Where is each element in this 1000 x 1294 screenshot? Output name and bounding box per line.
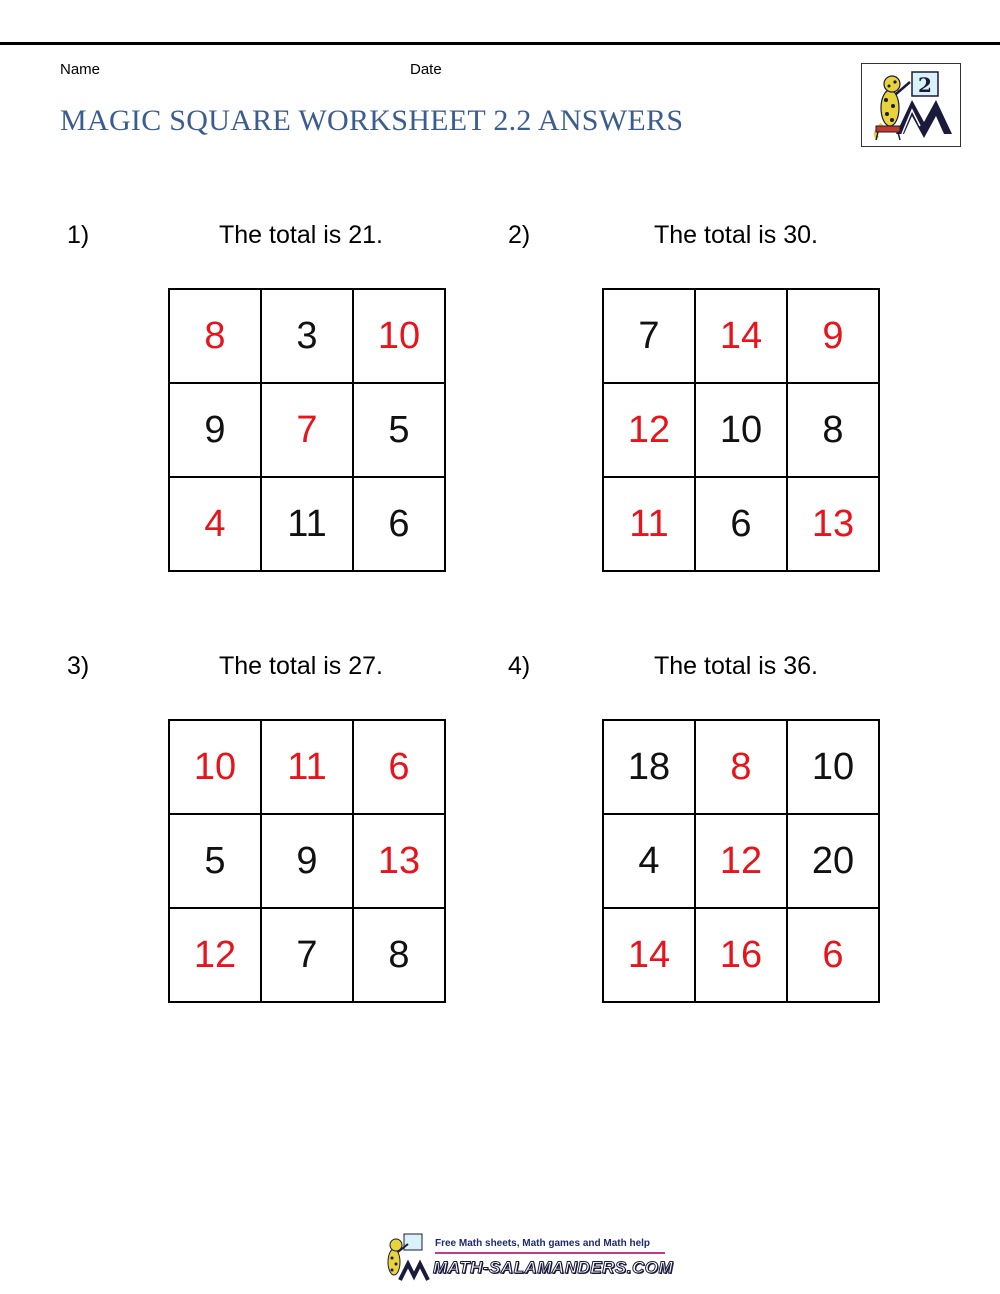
- problem-3-total: The total is 27.: [219, 652, 383, 680]
- salamander-logo-icon: [862, 64, 959, 145]
- answer-cell: 13: [353, 814, 445, 908]
- given-cell: 6: [353, 477, 445, 571]
- answer-cell: 10: [169, 720, 261, 814]
- given-cell: 9: [169, 383, 261, 477]
- answer-cell: 8: [695, 720, 787, 814]
- answer-cell: 9: [787, 289, 879, 383]
- answer-cell: 12: [695, 814, 787, 908]
- answer-cell: 7: [261, 383, 353, 477]
- answer-cell: 14: [603, 908, 695, 1002]
- grid-row: [169, 908, 445, 1002]
- grid-row: [603, 720, 879, 814]
- answer-cell: 6: [787, 908, 879, 1002]
- answer-cell: 11: [261, 720, 353, 814]
- given-cell: 4: [603, 814, 695, 908]
- grid-row: [169, 289, 445, 383]
- grid-row: [603, 477, 879, 571]
- answer-cell: 16: [695, 908, 787, 1002]
- given-cell: 6: [695, 477, 787, 571]
- grid-row: [169, 383, 445, 477]
- problem-2-total: The total is 30.: [654, 221, 818, 249]
- given-cell: 18: [603, 720, 695, 814]
- magic-square-4: [602, 719, 880, 1003]
- given-cell: 20: [787, 814, 879, 908]
- answer-cell: 12: [169, 908, 261, 1002]
- problem-1-total: The total is 21.: [219, 221, 383, 249]
- given-cell: 7: [261, 908, 353, 1002]
- date-label: Date: [410, 61, 442, 78]
- given-cell: 3: [261, 289, 353, 383]
- given-cell: 8: [787, 383, 879, 477]
- page-title: MAGIC SQUARE WORKSHEET 2.2 ANSWERS: [60, 104, 684, 137]
- math-salamanders-logo: [861, 63, 961, 147]
- answer-cell: 11: [603, 477, 695, 571]
- magic-square-2: [602, 288, 880, 572]
- magic-square-3: [168, 719, 446, 1003]
- answer-cell: 13: [787, 477, 879, 571]
- top-rule: [0, 42, 1000, 45]
- given-cell: 8: [353, 908, 445, 1002]
- grid-row: [169, 720, 445, 814]
- problem-4-total: The total is 36.: [654, 652, 818, 680]
- grid-row: [169, 814, 445, 908]
- footer-tagline: Free Math sheets, Math games and Math help: [435, 1238, 651, 1249]
- answer-cell: 4: [169, 477, 261, 571]
- grid-row: [603, 908, 879, 1002]
- footer-divider: [435, 1252, 665, 1254]
- grid-row: [603, 383, 879, 477]
- answer-cell: 12: [603, 383, 695, 477]
- given-cell: 7: [603, 289, 695, 383]
- answer-cell: 8: [169, 289, 261, 383]
- answer-cell: 14: [695, 289, 787, 383]
- problem-1-number: 1): [67, 221, 90, 249]
- problem-2-number: 2): [508, 221, 531, 249]
- grid-row: [169, 477, 445, 571]
- problem-3-number: 3): [67, 652, 90, 680]
- footer-branding: [378, 1228, 678, 1284]
- given-cell: 11: [261, 477, 353, 571]
- given-cell: 9: [261, 814, 353, 908]
- given-cell: 10: [787, 720, 879, 814]
- problem-4-number: 4): [508, 652, 531, 680]
- given-cell: 5: [169, 814, 261, 908]
- answer-cell: 10: [353, 289, 445, 383]
- given-cell: 5: [353, 383, 445, 477]
- name-label: Name: [60, 61, 101, 78]
- footer-salamander-icon: [378, 1230, 430, 1284]
- footer-brand: MATH-SALAMANDERS.COM: [433, 1258, 674, 1277]
- grid-row: [603, 814, 879, 908]
- given-cell: 10: [695, 383, 787, 477]
- logo-grade: 2: [918, 73, 932, 97]
- answer-cell: 6: [353, 720, 445, 814]
- grid-row: [603, 289, 879, 383]
- magic-square-1: [168, 288, 446, 572]
